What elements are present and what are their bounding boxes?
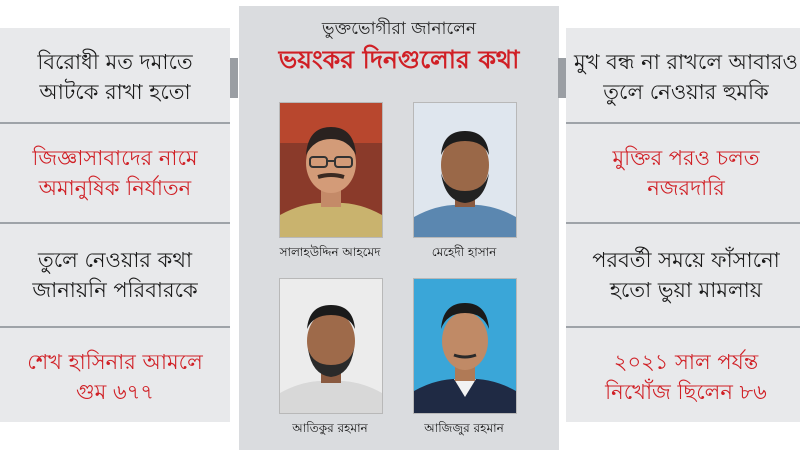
right-fact-1-line-2: তুলে নেওয়ার হুমকি	[603, 79, 769, 104]
connector-left	[230, 58, 238, 98]
right-fact-3-line-1: পরবর্তী সময়ে ফাঁসানো	[592, 247, 780, 272]
right-fact-4-line-1: ২০২১ সাল পর্যন্ত	[613, 349, 759, 374]
left-fact-4	[0, 330, 230, 423]
divider	[0, 122, 230, 124]
photo-1	[279, 102, 383, 238]
center-panel	[239, 6, 559, 450]
left-fact-4-line-2: গুম ৬৭৭	[76, 379, 154, 404]
person-name-4: আজিজুর রহমান	[424, 421, 504, 435]
photo-4	[413, 278, 517, 414]
right-fact-4-line-2: নিখোঁজ ছিলেন ৮৬	[605, 379, 767, 404]
right-panel	[566, 28, 800, 422]
portrait-1-image	[280, 103, 382, 237]
left-fact-1	[0, 30, 230, 123]
divider	[566, 122, 800, 124]
portrait-4-image	[414, 279, 516, 413]
left-fact-2	[0, 126, 230, 219]
right-fact-2-line-1: মুক্তির পরও চলত	[612, 145, 760, 170]
left-fact-2-line-2: অমানুষিক নির্যাতন	[38, 175, 192, 200]
right-fact-2-line-2: নজরদারি	[647, 175, 725, 200]
right-fact-3-line-2: হতো ভুয়া মামলায়	[609, 277, 763, 302]
divider	[0, 222, 230, 224]
portrait-3-image	[280, 279, 382, 413]
left-fact-1-line-2: আটকে রাখা হতো	[39, 79, 191, 104]
divider	[0, 326, 230, 328]
portrait-2-image	[414, 103, 516, 237]
connector-right	[558, 58, 566, 98]
right-fact-1-line-1: মুখ বন্ধ না রাখলে আবারও	[574, 49, 798, 74]
right-fact-1	[566, 30, 800, 123]
right-fact-2	[566, 126, 800, 219]
left-panel	[0, 28, 230, 422]
subtitle: ভুক্তভোগীরা জানালেন	[321, 19, 477, 39]
left-fact-3-line-1: তুলে নেওয়ার কথা	[37, 247, 193, 272]
left-fact-3	[0, 228, 230, 321]
person-name-1: সালাহউদ্দিন আহমেদ	[279, 245, 381, 259]
photo-3	[279, 278, 383, 414]
right-fact-3	[566, 228, 800, 321]
title: ভয়ংকর দিনগুলোর কথা	[278, 45, 520, 74]
divider	[566, 326, 800, 328]
left-fact-1-line-1: বিরোধী মত দমাতে	[37, 49, 193, 74]
photo-2	[413, 102, 517, 238]
left-fact-2-line-1: জিজ্ঞাসাবাদের নামে	[32, 145, 198, 170]
left-fact-4-line-1: শেখ হাসিনার আমলে	[27, 349, 203, 374]
person-name-3: আতিকুর রহমান	[292, 421, 368, 435]
person-name-2: মেহেদী হাসান	[431, 245, 497, 259]
right-fact-4	[566, 330, 800, 423]
divider	[566, 222, 800, 224]
left-fact-3-line-2: জানায়নি পরিবারকে	[32, 277, 198, 302]
